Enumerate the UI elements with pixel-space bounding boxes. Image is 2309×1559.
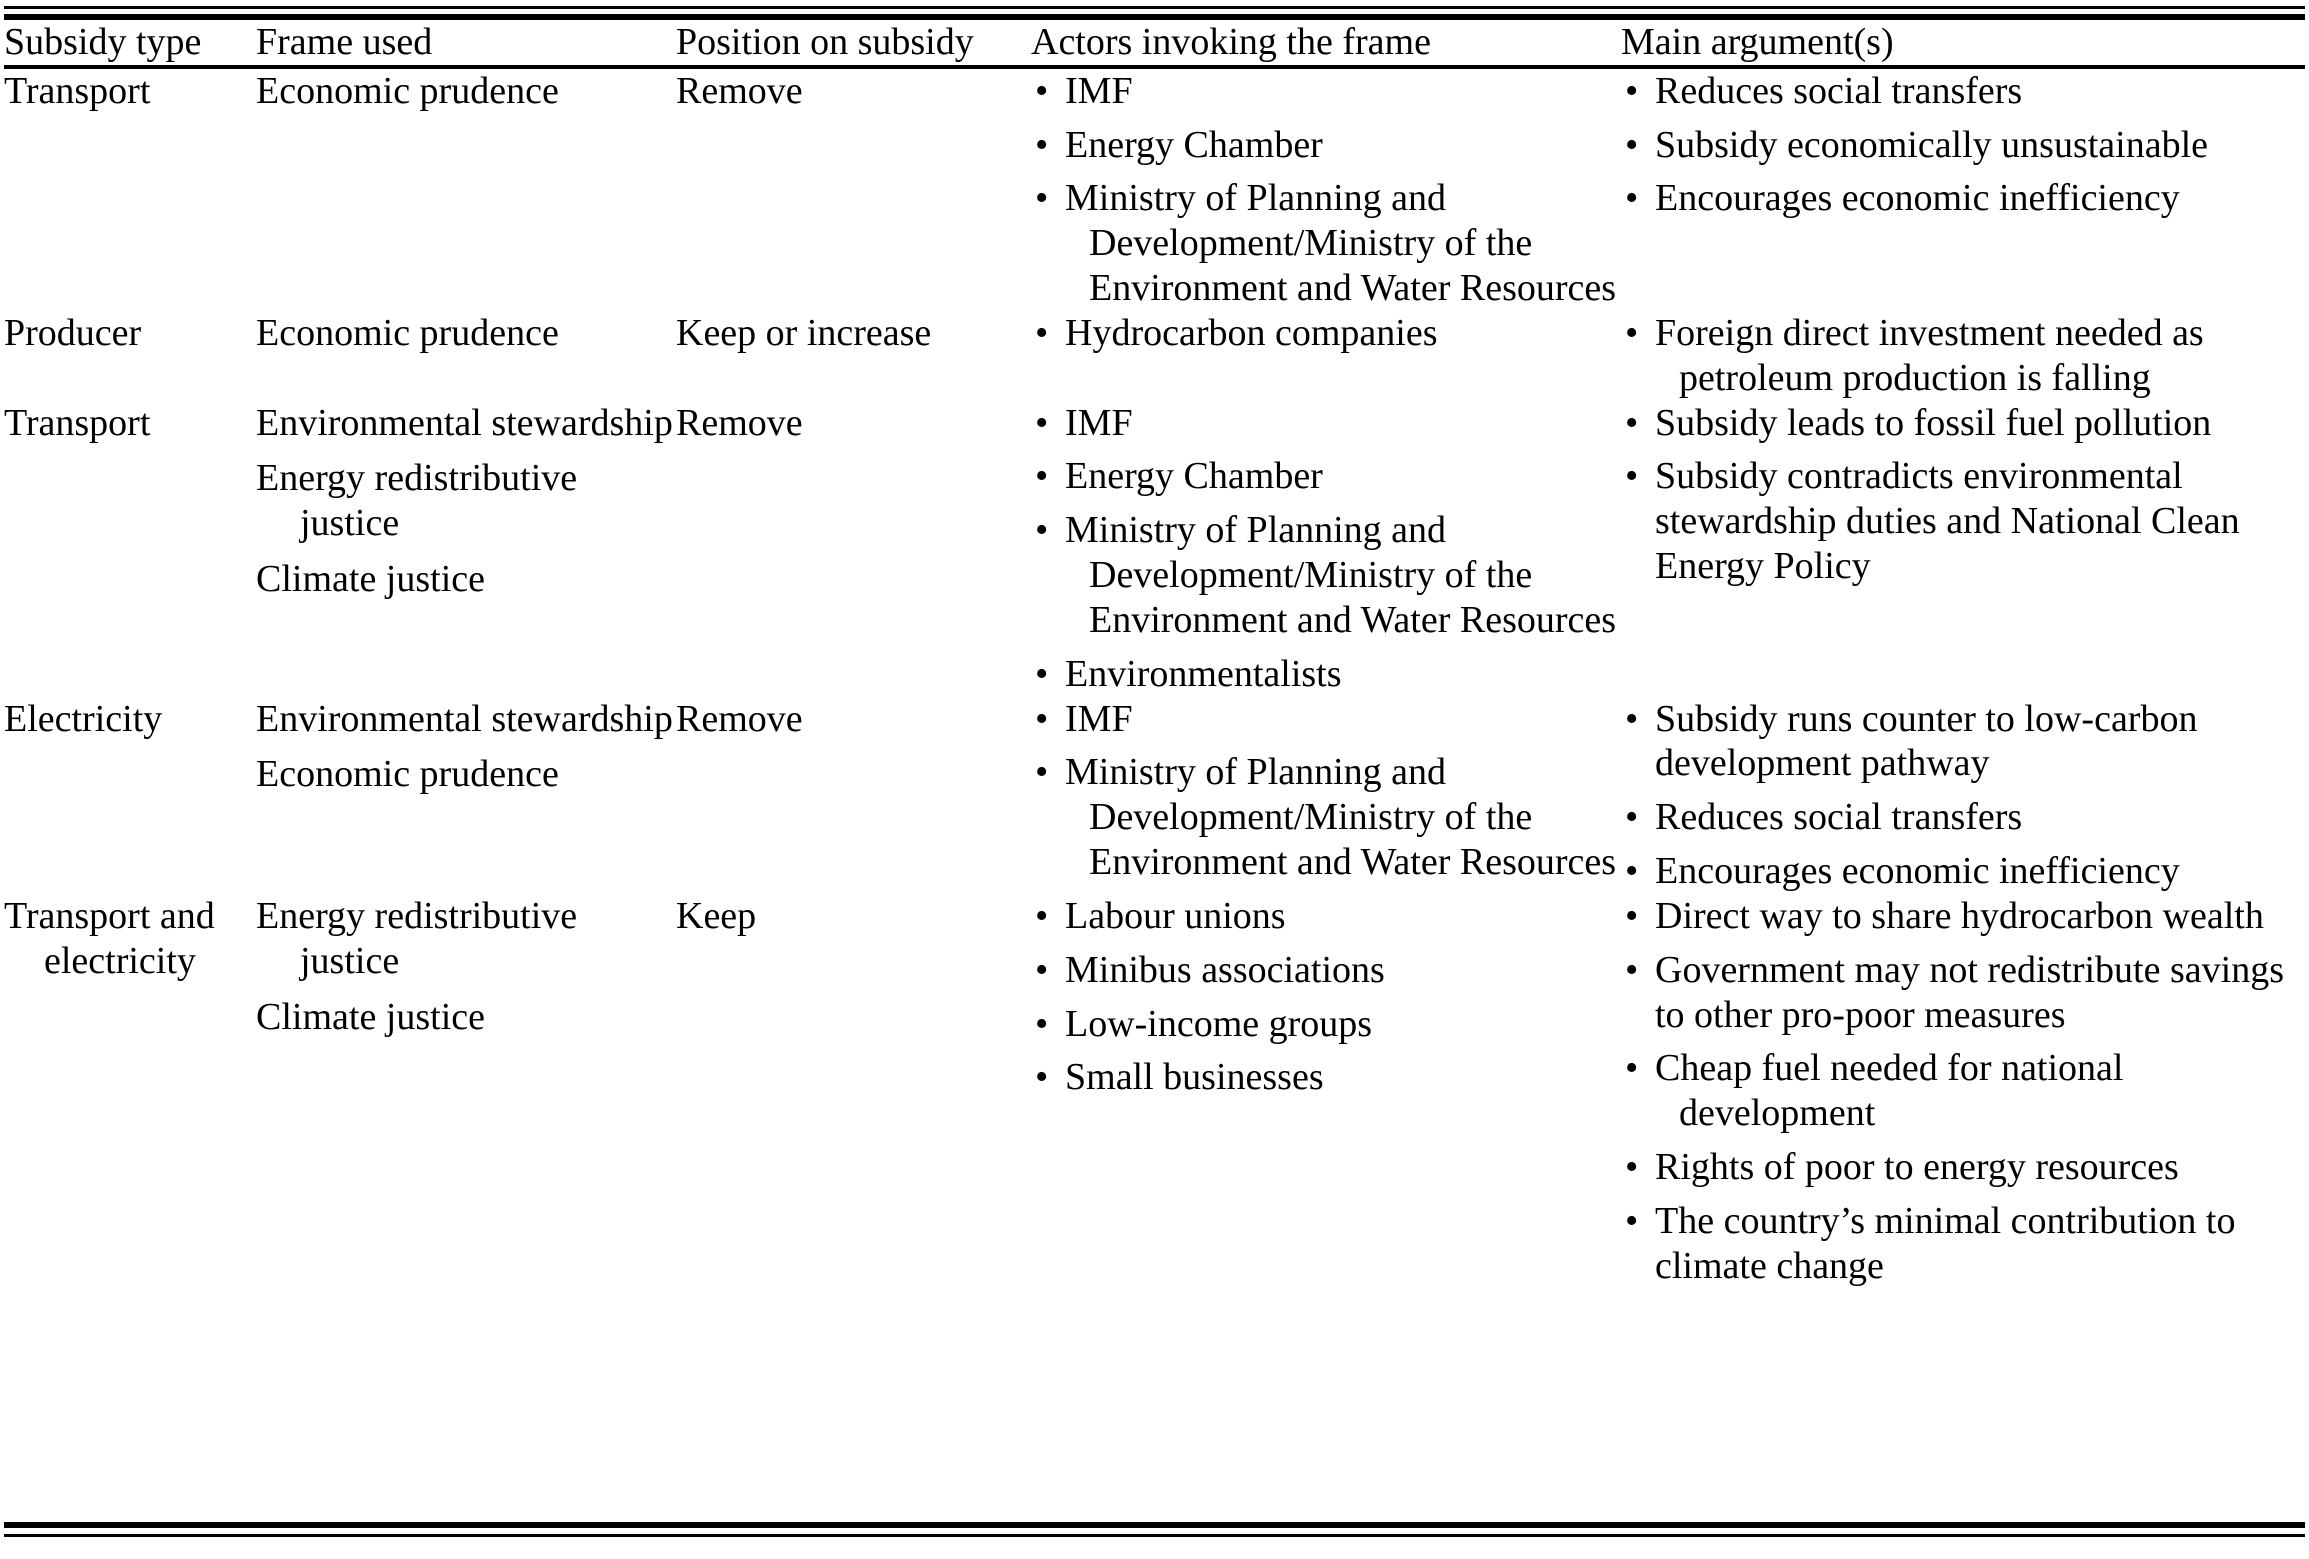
table-bottom-rule-thin (4, 1534, 2305, 1537)
subsidy-type-value: Transport (4, 69, 151, 112)
cell-main-arguments (1621, 69, 2305, 311)
list-item: • Direct way to share hydrocarbon wealth (1625, 894, 2264, 937)
bullet-icon: • (1035, 751, 1049, 794)
actors-list (1031, 69, 1621, 311)
frame-item: Climate justice (256, 995, 486, 1038)
subsidy-type-value: Transport (4, 401, 151, 444)
bullet-icon: • (1625, 697, 1639, 740)
list-item: • Ministry of Planning and Development/Ministry of the Environment and Water Resources (1035, 509, 1617, 641)
bullet-icon: • (1035, 177, 1049, 220)
cell-actors (1031, 894, 1621, 1299)
cell-frame-used (256, 894, 676, 1299)
list-item: • Ministry of Planning and Development/Ministry of the Environment and Water Resources (1035, 751, 1617, 884)
bullet-icon: • (1625, 1047, 1639, 1090)
cell-subsidy-type (4, 401, 256, 697)
frame-item: Economic prudence (256, 311, 559, 354)
list-item: • Small businesses (1035, 1056, 1324, 1099)
bullet-icon: • (1625, 796, 1639, 839)
list-item: • The country’s minimal contribution to climate change (1625, 1199, 2236, 1287)
frame-item: Climate justice (256, 558, 486, 601)
list-item: • Foreign direct investment needed as petroleum production is falling (1625, 311, 2204, 399)
bullet-icon: • (1035, 69, 1049, 112)
position-value: Remove (676, 401, 803, 444)
list-item: • Hydrocarbon companies (1035, 311, 1438, 354)
arguments-list (1621, 69, 2305, 221)
list-item: • Reduces social transfers (1625, 69, 2023, 112)
list-item: • Subsidy contradicts environmental stewardship duties and National Clean Energy Policy (1625, 455, 2240, 588)
position-value: Remove (676, 69, 803, 112)
bullet-icon: • (1625, 894, 1639, 937)
cell-main-arguments (1621, 311, 2305, 401)
arguments-list (1621, 697, 2305, 894)
list-item: • Energy Chamber (1035, 455, 1323, 498)
list-item: • IMF (1035, 69, 1133, 112)
cell-actors (1031, 401, 1621, 697)
bullet-icon: • (1035, 311, 1049, 354)
list-item: • Subsidy leads to fossil fuel pollution (1625, 401, 2212, 444)
bullet-icon: • (1035, 123, 1049, 166)
table-row (4, 697, 2305, 894)
position-value: Keep or increase (676, 311, 932, 354)
bullet-icon: • (1625, 311, 1639, 354)
frame-item: Economic prudence (256, 69, 559, 112)
cell-main-arguments (1621, 401, 2305, 697)
arguments-list (1621, 894, 2305, 1289)
list-item: • Ministry of Planning and Development/Ministry of the Environment and Water Resources (1035, 177, 1617, 310)
table-row (4, 311, 2305, 401)
arguments-list (1621, 311, 2305, 401)
cell-position (676, 697, 1031, 894)
cell-position (676, 69, 1031, 311)
bullet-icon: • (1625, 850, 1639, 893)
bullet-icon: • (1625, 69, 1639, 112)
bullet-icon: • (1625, 1199, 1639, 1242)
subsidy-framing-table-body (4, 69, 2305, 1299)
table-row (4, 401, 2305, 697)
cell-subsidy-type (4, 697, 256, 894)
bullet-icon: • (1625, 177, 1639, 220)
cell-subsidy-type (4, 69, 256, 311)
bullet-icon: • (1035, 1002, 1049, 1045)
actors-list (1031, 894, 1621, 1100)
bullet-icon: • (1035, 652, 1049, 695)
bullet-icon: • (1035, 509, 1049, 552)
actors-list (1031, 401, 1621, 697)
bullet-icon: • (1035, 1056, 1049, 1099)
cell-position (676, 894, 1031, 1299)
header-row (4, 20, 2305, 65)
column-header-position: Position on subsidy (676, 21, 974, 63)
bullet-icon: • (1625, 455, 1639, 498)
list-item: • IMF (1035, 697, 1133, 740)
table-header (4, 20, 2305, 65)
table-row (4, 894, 2305, 1299)
cell-actors (1031, 311, 1621, 401)
cell-subsidy-type (4, 894, 256, 1299)
list-item: • Government may not redistribute savings to other pro-poor measures (1625, 948, 2284, 1036)
list-item: • IMF (1035, 401, 1133, 444)
bullet-icon: • (1035, 455, 1049, 498)
cell-frame-used (256, 69, 676, 311)
bullet-icon: • (1625, 401, 1639, 444)
column-header-subsidy-type: Subsidy type (4, 21, 202, 63)
frame-item: Economic prudence (256, 753, 559, 796)
list-item: • Labour unions (1035, 894, 1286, 937)
subsidy-type-value: Transport and electricity (4, 894, 215, 982)
list-item: • Encourages economic inefficiency (1625, 850, 2180, 893)
arguments-list (1621, 401, 2305, 589)
table-top-rule-thin (4, 6, 2305, 9)
frame-item: Energy redistributive justice (256, 894, 578, 982)
cell-main-arguments (1621, 697, 2305, 894)
list-item: • Low-income groups (1035, 1002, 1373, 1045)
cell-position (676, 401, 1031, 697)
actors-list (1031, 311, 1621, 356)
position-value: Remove (676, 697, 803, 740)
cell-actors (1031, 69, 1621, 311)
cell-position (676, 311, 1031, 401)
table-bottom-rule-thick (4, 1522, 2305, 1528)
actors-list (1031, 697, 1621, 885)
list-item: • Encourages economic inefficiency (1625, 177, 2180, 220)
cell-subsidy-type (4, 311, 256, 401)
column-header-actors: Actors invoking the frame (1031, 21, 1431, 63)
bullet-icon: • (1625, 948, 1639, 991)
bullet-icon: • (1035, 948, 1049, 991)
list-item: • Subsidy runs counter to low-carbon development pathway (1625, 697, 2198, 785)
list-item: • Subsidy economically unsustainable (1625, 123, 2209, 166)
list-item: • Reduces social transfers (1625, 796, 2023, 839)
list-item: • Cheap fuel needed for national development (1625, 1047, 2124, 1135)
cell-main-arguments (1621, 894, 2305, 1299)
cell-frame-used (256, 311, 676, 401)
cell-actors (1031, 697, 1621, 894)
list-item: • Environmentalists (1035, 652, 1342, 695)
column-header-main-argument: Main argument(s) (1621, 21, 1894, 63)
frame-item: Environmental stewardship (256, 697, 673, 740)
bullet-icon: • (1625, 1146, 1639, 1189)
list-item: • Minibus associations (1035, 948, 1385, 991)
cell-frame-used (256, 697, 676, 894)
bullet-icon: • (1625, 123, 1639, 166)
frame-item: Environmental stewardship (256, 401, 673, 444)
frame-item: Energy redistributive justice (256, 457, 578, 545)
subsidy-type-value: Electricity (4, 697, 163, 740)
table-row (4, 69, 2305, 311)
list-item: • Energy Chamber (1035, 123, 1323, 166)
bullet-icon: • (1035, 401, 1049, 444)
position-value: Keep (676, 894, 757, 937)
subsidy-framing-table (4, 20, 2305, 65)
column-header-frame-used: Frame used (256, 21, 433, 63)
bullet-icon: • (1035, 894, 1049, 937)
bullet-icon: • (1035, 697, 1049, 740)
list-item: • Rights of poor to energy resources (1625, 1146, 2179, 1189)
cell-frame-used (256, 401, 676, 697)
subsidy-type-value: Producer (4, 311, 142, 354)
